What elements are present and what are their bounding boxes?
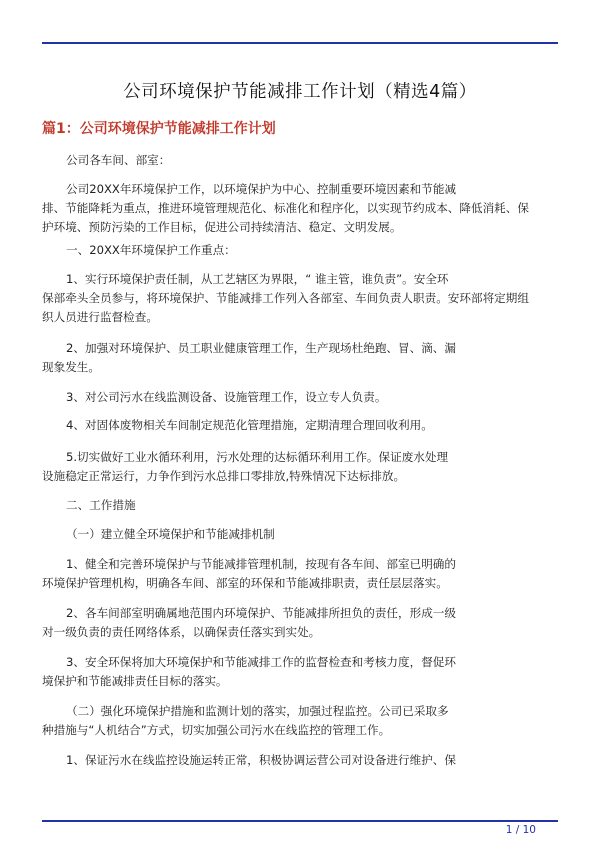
document-title: 公司环境保护节能减排工作计划（精选4篇）: [123, 82, 477, 102]
paragraph-line: 1、保证污水在线监控设施运转正常，积极协调运营公司对设备进行维护、保: [66, 753, 456, 767]
paragraph-line: 保部牵头全员参与，将环境保护、节能减排工作列入各部室、车间负责人职责。安环部将定期组: [42, 291, 529, 305]
paragraph-line: 1、实行环境保护责任制，从工艺辖区为界限，“ 谁主管，谁负责”。安全环: [66, 272, 449, 286]
paragraph: [66, 416, 562, 435]
paragraph: [66, 525, 562, 544]
header-rule: [42, 42, 558, 44]
paragraph: [66, 751, 562, 770]
paragraph-line: （一）建立健全环境保护和节能减排机制: [66, 527, 275, 541]
paragraph: [42, 555, 562, 593]
paragraph-line: 2、各车间部室明确属地范围内环境保护、节能减排所担负的责任，形成一级: [66, 606, 456, 620]
paragraph-line: 环境保护管理机构，明确各车间、部室的环保和节能减排职责，责任层层落实。: [42, 576, 448, 590]
paragraph-line: （二）强化环境保护措施和监测计划的落实，加强过程监控。公司已采取多: [66, 704, 449, 718]
paragraph-line: 公司各车间、部室：: [66, 153, 171, 167]
paragraph: [66, 388, 562, 407]
paragraph-line: 3、安全环保将加大环境保护和节能减排工作的监督检查和考核力度，督促环: [66, 655, 456, 669]
paragraph: [66, 496, 562, 515]
paragraph-line: 护环境、预防污染的工作目标，促进公司持续清洁、稳定、文明发展。: [42, 220, 402, 234]
paragraph: [42, 339, 562, 377]
paragraph-line: 公司20XX年环境保护工作，以环境保护为中心、控制重要环境因素和节能减: [66, 182, 457, 196]
section-heading: 篇1：公司环境保护节能减排工作计划: [42, 121, 276, 137]
footer-rule: [42, 820, 558, 822]
paragraph-line: 5.切实做好工业水循环利用，污水处理的达标循环利用工作。保证废水处理: [66, 450, 449, 464]
paragraph-line: 2、加强对环境保护、员工职业健康管理工作，生产现场杜绝跑、冒、滴、漏: [66, 341, 456, 355]
paragraph: [42, 448, 562, 486]
paragraph: [66, 151, 562, 170]
paragraph-line: 一、20XX年环境保护工作重点：: [66, 243, 236, 257]
page-number: 1 / 10: [505, 824, 536, 836]
paragraph-line: 排、节能降耗为重点，推进环境管理规范化、标准化和程序化，以实现节约成本、降低消耗、保: [42, 201, 529, 215]
paragraph-line: 3、对公司污水在线监测设备、设施管理工作，设立专人负责。: [66, 390, 387, 404]
paragraph-line: 4、对固体废物相关车间制定规范化管理措施，定期清理合理回收利用。: [66, 418, 433, 432]
paragraph: [42, 653, 562, 691]
paragraph: [66, 241, 562, 260]
paragraph-line: 二、工作措施: [66, 498, 136, 512]
paragraph-line: 境保护和节能减排责任目标的落实。: [42, 674, 228, 688]
paragraph-line: 设施稳定正常运行，力争作到污水总排口零排放,特殊情况下达标排放。: [42, 469, 406, 483]
paragraph-line: 织人员进行监督检查。: [42, 310, 158, 324]
paragraph: [42, 604, 562, 642]
paragraph-line: 种措施与“人机结合”方式，切实加强公司污水在线监控的管理工作。: [42, 723, 391, 737]
paragraph-line: 现象发生。: [42, 360, 100, 374]
paragraph: [42, 270, 562, 327]
paragraph: [42, 702, 562, 740]
paragraph-line: 对一级负责的责任网络体系，以确保责任落实到实处。: [42, 625, 321, 639]
paragraph-line: 1、健全和完善环境保护与节能减排管理机制，按现有各车间、部室已明确的: [66, 557, 456, 571]
paragraph: [42, 180, 562, 237]
